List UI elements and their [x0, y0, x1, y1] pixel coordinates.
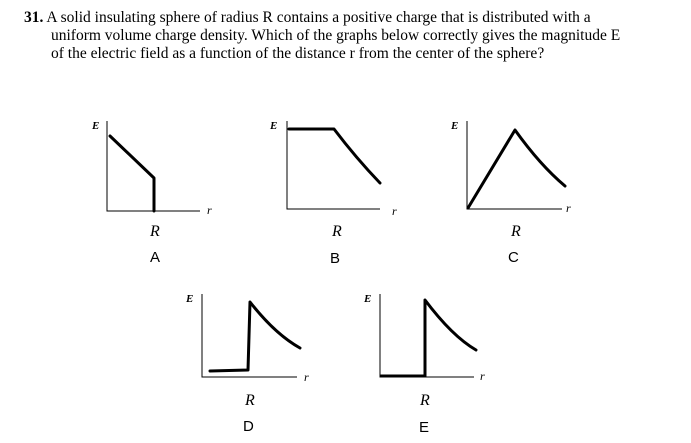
graph-e-x-label: r [480, 369, 485, 383]
graph-c-tick-label: R [511, 223, 521, 240]
graph-b-choice-label: B [330, 250, 341, 267]
graph-c-axes [467, 121, 562, 209]
graph-a-y-label: E [92, 120, 100, 132]
graph-b-x-label: r [392, 204, 397, 218]
graph-e-y-label: E [364, 293, 372, 305]
graph-a-x-label: r [207, 203, 212, 217]
graph-b-y-label: E [270, 120, 278, 132]
graph-d-y-label: E [186, 293, 194, 305]
graph-e-curve [381, 300, 476, 376]
graph-b-axes [287, 121, 380, 209]
graph-d-tick-label: R [245, 392, 255, 409]
question-line-1-text: A solid insulating sphere of radius R contains a positive charge that is distributed with a [46, 9, 591, 26]
graph-d [185, 293, 309, 435]
graph-a-curve [110, 136, 154, 211]
graph-d-choice-label: D [243, 418, 254, 435]
graph-c-y-label: E [451, 120, 459, 132]
graph-c [450, 120, 571, 266]
graph-a-choice-label: A [150, 249, 161, 266]
question-line-2: uniform volume charge density. Which of the graphs below correctly gives the magnitude E [51, 27, 621, 44]
graph-e-tick-label: R [420, 392, 430, 409]
graph-e-choice-label: E [419, 419, 430, 436]
graph-a-tick-label: R [150, 223, 160, 240]
graph-e-axes [380, 294, 474, 377]
graph-b [269, 120, 397, 267]
graph-a [91, 120, 212, 266]
graph-b-curve [289, 129, 380, 183]
graph-c-choice-label: C [508, 249, 519, 266]
question-number: 31. [24, 9, 44, 26]
graph-d-x-label: r [304, 370, 309, 384]
graph-b-tick-label: R [332, 223, 342, 240]
graph-e [363, 293, 485, 436]
graph-c-x-label: r [566, 201, 571, 215]
graph-c-curve [468, 130, 565, 208]
question-line-3: of the electric field as a function of the distance r from the center of the sphere? [51, 45, 545, 62]
graph-d-curve [210, 302, 300, 371]
